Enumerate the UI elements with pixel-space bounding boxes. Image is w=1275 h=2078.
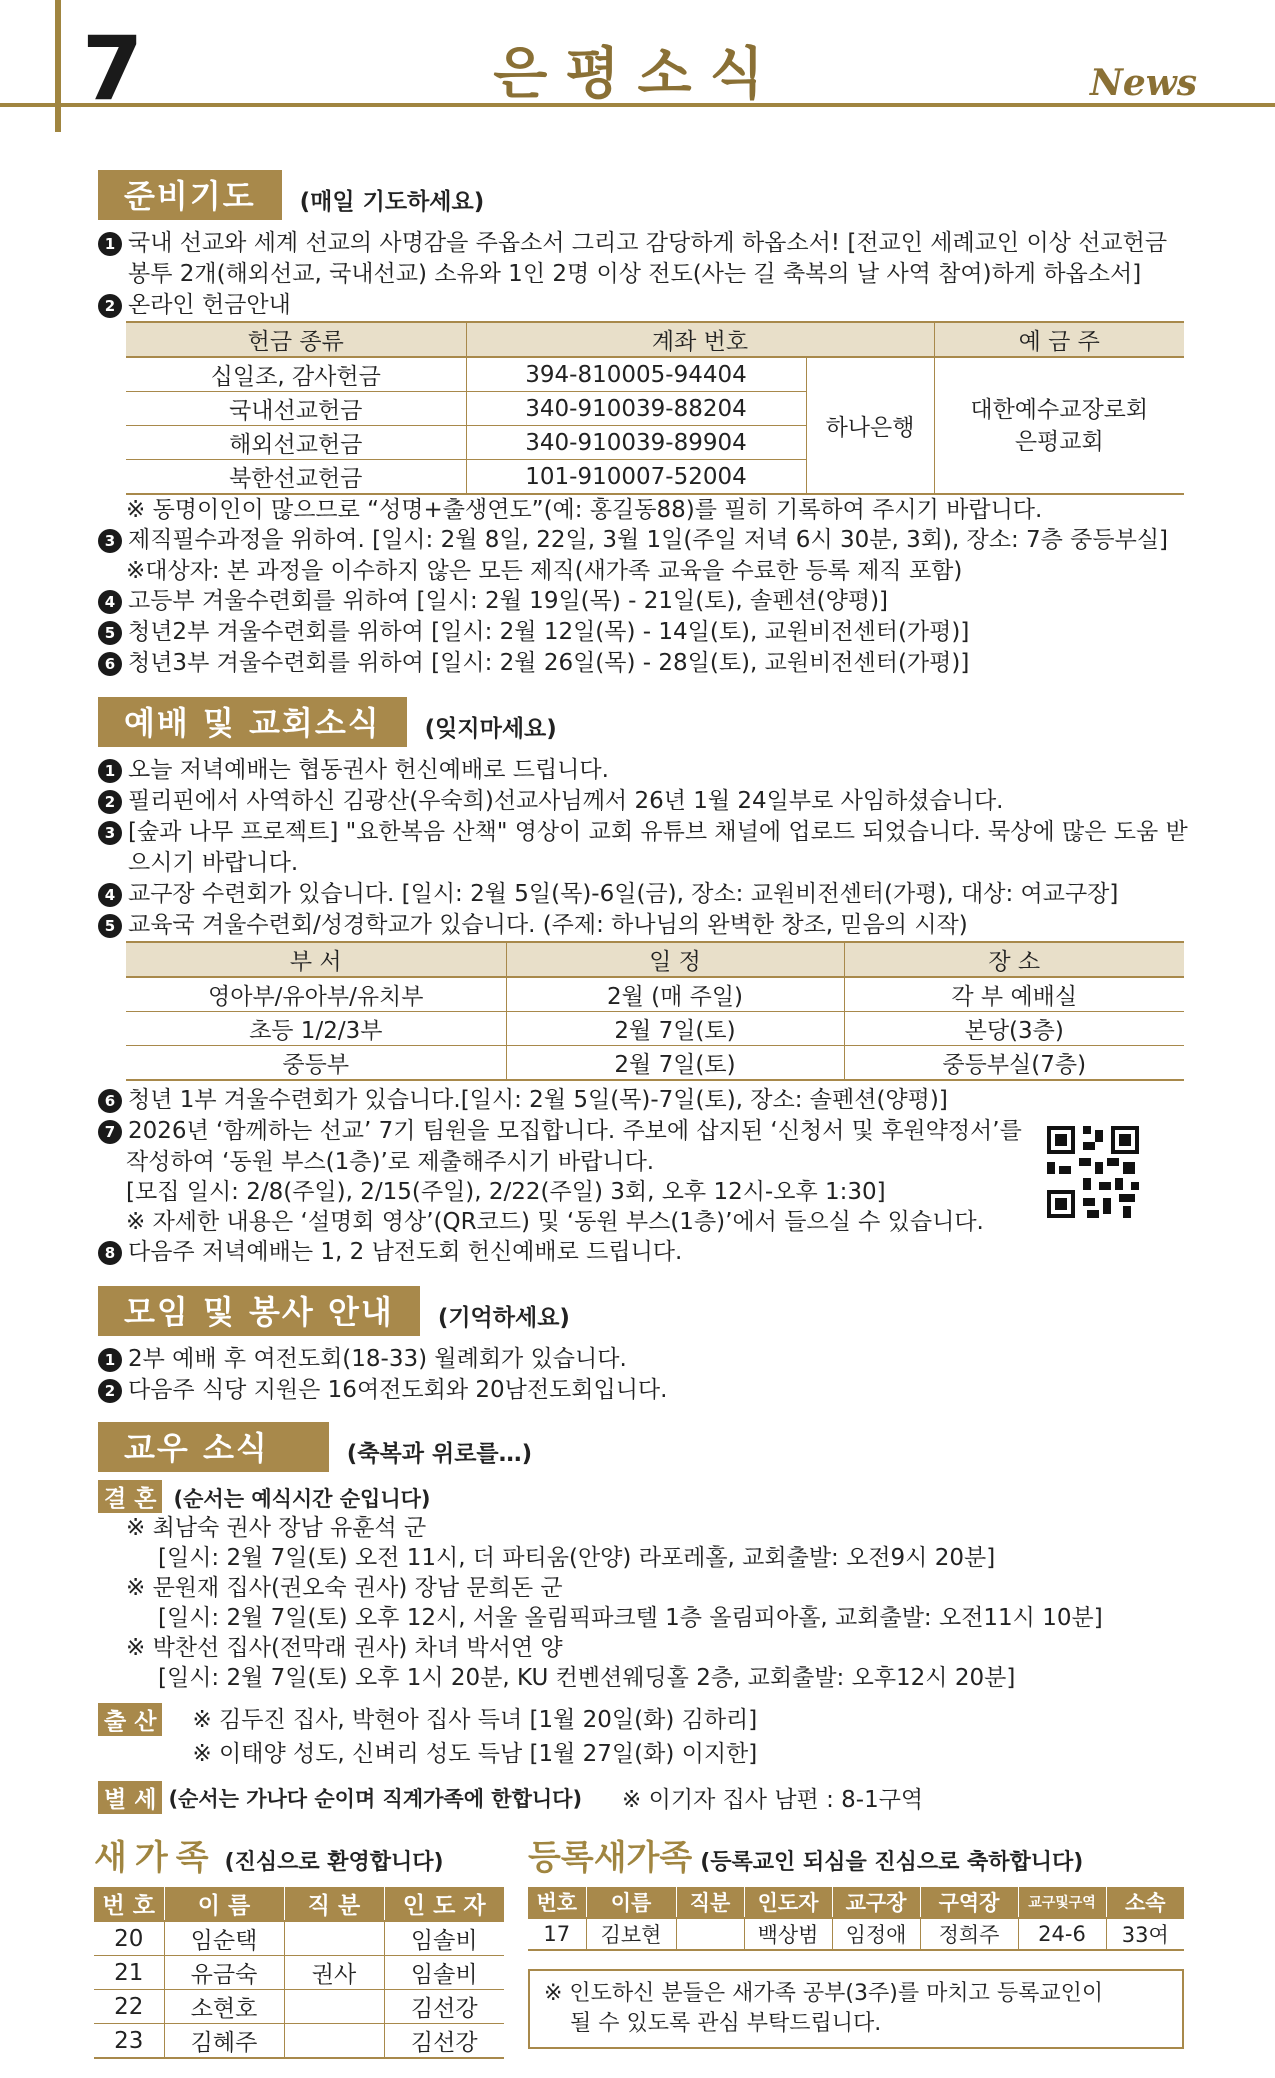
members-title: 교우 소식 xyxy=(98,1422,329,1472)
members-section: 교우 소식 (축복과 위로를…) 결 혼 (순서는 예식시간 순입니다) ※ 최남숙 권사 장남 유훈석 군 [일시: 2월 7일(토) 오전 11시, 더 파티움(안양) 라포레홀, 교회출발: 오전9시 20분] ※ 문원재 집사(권오숙 권사) 장남 문희돈 군 [일시: 2월 7일(토) 오후 12시, 서울 올림픽파크텔 1층 올림피아홀, 교회출발: 오전11시 10분] ※ 박찬선 집사(전막래 권사) 차녀 박서연 양 [일시: 2월 7일(토) 오후 1시 20분, KU 컨벤션웨딩홀 2층, 교회출발: 오후12시 20분] 출 산 ※ 김두진 집사, 박현아 집사 득녀 [1월 20일(화) 김하리] ※ 이태양 성도, 신벼리 성도 득남 [1월 27일(화) 이지한] 별 세 (순서는 가나다 순이며 직계가족에 한합니다) ※ 이기자 집사 남편 : 8-1구역 xyxy=(98,1422,1188,1814)
new-family-subtitle: (진심으로 환영합니다) xyxy=(224,1850,444,1875)
new-family-section xyxy=(94,1830,504,2059)
list-item: 3 [숲과 나무 프로젝트] "요한복음 산책" 영상이 교회 유튜브 채널에 업로드 되었습니다. 묵상에 많은 도움 받으시기 바랍니다. xyxy=(98,817,1188,879)
new-family-table: 번 호 이 름 직 분 인 도 자 20 임순택 임솔비 21 유금숙 권사 임솔비 22 소현호 김선강 23 김혜주 김선강 xyxy=(94,1887,504,2059)
list-item: 2 온라인 헌금안내 xyxy=(98,290,1188,321)
note: ※대상자: 본 과정을 이수하지 않은 모든 제직(새가족 교육을 수료한 등록 제직 포함) xyxy=(126,558,963,584)
meeting-subtitle: (기억하세요) xyxy=(437,1305,570,1331)
note: ※ 동명이인이 많으므로 “성명+출생연도”(예: 홍길동88)를 필히 기록하여 주시기 바랍니다. xyxy=(126,497,1043,523)
prayer-subtitle: (매일 기도하세요) xyxy=(299,189,485,215)
offering-table xyxy=(126,321,1184,495)
wedding-block xyxy=(98,1480,1188,1513)
list-item: 6 청년 1부 겨울수련회가 있습니다.[일시: 2월 5일(목)-7일(토), 장소: 솔펜션(양평)] xyxy=(98,1085,1188,1116)
list-item: 1 2부 예배 후 여전도회(18-33) 월례회가 있습니다. xyxy=(98,1344,1188,1375)
death-block: 별 세 (순서는 가나다 순이며 직계가족에 한합니다) ※ 이기자 집사 남편 : 8-1구역 xyxy=(98,1781,1188,1814)
account-holder: 대한예수교장로회 은평교회 xyxy=(934,357,1184,494)
offering-header: 계좌 번호 xyxy=(466,322,934,357)
prayer-title: 준비기도 xyxy=(98,170,282,220)
page-number: 7 xyxy=(82,17,144,120)
wedding-subtitle: (순서는 예식시간 순입니다) xyxy=(173,1487,431,1511)
table-row: 북한선교헌금 101-910007-52004 xyxy=(126,460,1184,495)
table-row: 23 김혜주 김선강 xyxy=(94,2024,504,2059)
meeting-heading xyxy=(98,1286,1188,1336)
bank-name: 하나은행 xyxy=(806,357,934,494)
list-item: 2 다음주 식당 지원은 16여전도회와 20남전도회입니다. xyxy=(98,1375,1188,1406)
table-row: 22 소현호 김선강 xyxy=(94,1990,504,2024)
list-item: 1 국내 선교와 세계 선교의 사명감을 주옵소서 그리고 감당하게 하옵소서! [전교인 세례교인 이상 선교헌금 봉투 2개(해외선교, 국내선교) 소유와 1인 2명 이상 전도(사는 길 축복의 날 사역 참여)하게 하옵소서] xyxy=(98,228,1188,290)
members-heading xyxy=(98,1422,1188,1472)
list-item: 3 제직필수과정을 위하여. [일시: 2월 8일, 22일, 3월 1일(주일 저녁 6시 30분, 3회), 장소: 7층 중등부실] xyxy=(98,525,1188,556)
meeting-title: 모임 및 봉사 안내 xyxy=(98,1286,420,1336)
worship-heading xyxy=(98,697,1188,747)
table-row: 17 김보현 백상범 임정애 정희주 24-6 33여 xyxy=(528,1918,1184,1950)
list-item: 7 2026년 ‘함께하는 선교’ 7기 팀원을 모집합니다. 주보에 삽지된 ‘신청서 및 후원약정서’를 xyxy=(98,1116,1188,1147)
recruit-block: 7 2026년 ‘함께하는 선교’ 7기 팀원을 모집합니다. 주보에 삽지된 ‘신청서 및 후원약정서’를 작성하여 ‘동원 부스(1층)’로 제출해주시기 바랍니다. [모집 일시: 2/8(주일), 2/15(주일), 2/22(주일) 3회, 오후 12시-오후 1:30] ※ 자세한 내용은 ‘설명회 영상’(QR코드) 및 ‘동원 부스(1층)’에서 들으실 수 있습니다. xyxy=(98,1116,1188,1237)
table-row: 21 유금숙 권사 임솔비 xyxy=(94,1956,504,1990)
worship-subtitle: (잊지마세요) xyxy=(424,716,557,742)
list-item: 4 고등부 겨울수련회를 위하여 [일시: 2월 19일(목) - 21일(토), 솔펜션(양평)] xyxy=(98,586,1188,617)
qr-code-icon[interactable] xyxy=(1043,1122,1143,1222)
meeting-section xyxy=(98,1286,1188,1406)
birth-block: 출 산 ※ 김두진 집사, 박현아 집사 득녀 [1월 20일(화) 김하리] ※ 이태양 성도, 신벼리 성도 득남 [1월 27일(화) 이지한] xyxy=(98,1703,1188,1771)
new-family-title: 새가족 (진심으로 환영합니다) xyxy=(94,1838,444,1878)
list-item: 5 청년2부 겨울수련회를 위하여 [일시: 2월 12일(목) - 14일(토), 교원비전센터(가평)] xyxy=(98,617,1188,648)
list-item: 4 교구장 수련회가 있습니다. [일시: 2월 5일(목)-6일(금), 장소: 교원비전센터(가평), 대상: 여교구장] xyxy=(98,879,1188,910)
news-logo: News xyxy=(1090,62,1198,104)
death-tag: 별 세 xyxy=(98,1781,162,1814)
offering-header: 헌금 종류 xyxy=(126,322,466,357)
table-row: 중등부 2월 7일(토) 중등부실(7층) xyxy=(126,1046,1184,1081)
members-subtitle: (축복과 위로를…) xyxy=(346,1441,533,1467)
table-row: 해외선교헌금 340-910039-89904 xyxy=(126,426,1184,460)
prayer-section xyxy=(98,170,1188,679)
registered-subtitle: (등록교인 되심을 진심으로 축하합니다) xyxy=(700,1850,1084,1875)
main-content xyxy=(94,170,1188,2059)
worship-title: 예배 및 교회소식 xyxy=(98,697,407,747)
page-header xyxy=(0,0,1275,130)
registered-section xyxy=(528,1830,1184,2059)
table-row: 십일조, 감사헌금 394-810005-94404 하나은행 대한예수교장로회 은평교회 xyxy=(126,357,1184,392)
list-item: 2 필리핀에서 사역하신 김광산(우숙희)선교사님께서 26년 1월 24일부로 사임하셨습니다. xyxy=(98,786,1188,817)
list-item: 1 오늘 저녁예배는 협동권사 헌신예배로 드립니다. xyxy=(98,755,1188,786)
list-item: 6 청년3부 겨울수련회를 위하여 [일시: 2월 26일(목) - 28일(토), 교원비전센터(가평)] xyxy=(98,648,1188,679)
table-row: 영아부/유아부/유치부 2월 (매 주일) 각 부 예배실 xyxy=(126,977,1184,1012)
birth-tag: 출 산 xyxy=(98,1703,162,1736)
list-item: 8 다음주 저녁예배는 1, 2 남전도회 헌신예배로 드립니다. xyxy=(98,1237,1188,1268)
table-row: 20 임순택 임솔비 xyxy=(94,1921,504,1956)
registered-table: 번호 이름 직분 인도자 교구장 구역장 교구및구역 소속 17 김보현 백상범 임정애 정희주 24-6 33여 xyxy=(528,1887,1184,1951)
registered-title: 등록새가족 (등록교인 되심을 진심으로 축하합니다) xyxy=(528,1838,1084,1878)
prayer-heading xyxy=(98,170,1188,220)
table-row: 국내선교헌금 340-910039-88204 xyxy=(126,392,1184,426)
edu-schedule-table: 부 서 일 정 장 소 영아부/유아부/유치부 2월 (매 주일) 각 부 예배실 초등 1/2/3부 2월 7일(토) 본당(3층) 중등부 2월 7일(토) 중등부실(7층) xyxy=(126,941,1184,1081)
table-row: 초등 1/2/3부 2월 7일(토) 본당(3층) xyxy=(126,1012,1184,1046)
offering-header: 예 금 주 xyxy=(934,322,1184,357)
worship-section xyxy=(98,697,1188,1268)
page-title: 은평소식 xyxy=(493,41,782,107)
list-item: 5 교육국 겨울수련회/성경학교가 있습니다. (주제: 하나님의 완벽한 창조, 믿음의 시작) xyxy=(98,910,1188,941)
death-subtitle: (순서는 가나다 순이며 직계가족에 한합니다) xyxy=(168,1786,583,1811)
families-block xyxy=(94,1830,1188,2059)
registered-notice: ※ 인도하신 분들은 새가족 공부(3주)를 마치고 등록교인이 될 수 있도록 관심 부탁드립니다. xyxy=(528,1969,1184,2049)
wedding-tag: 결 혼 xyxy=(98,1480,162,1513)
